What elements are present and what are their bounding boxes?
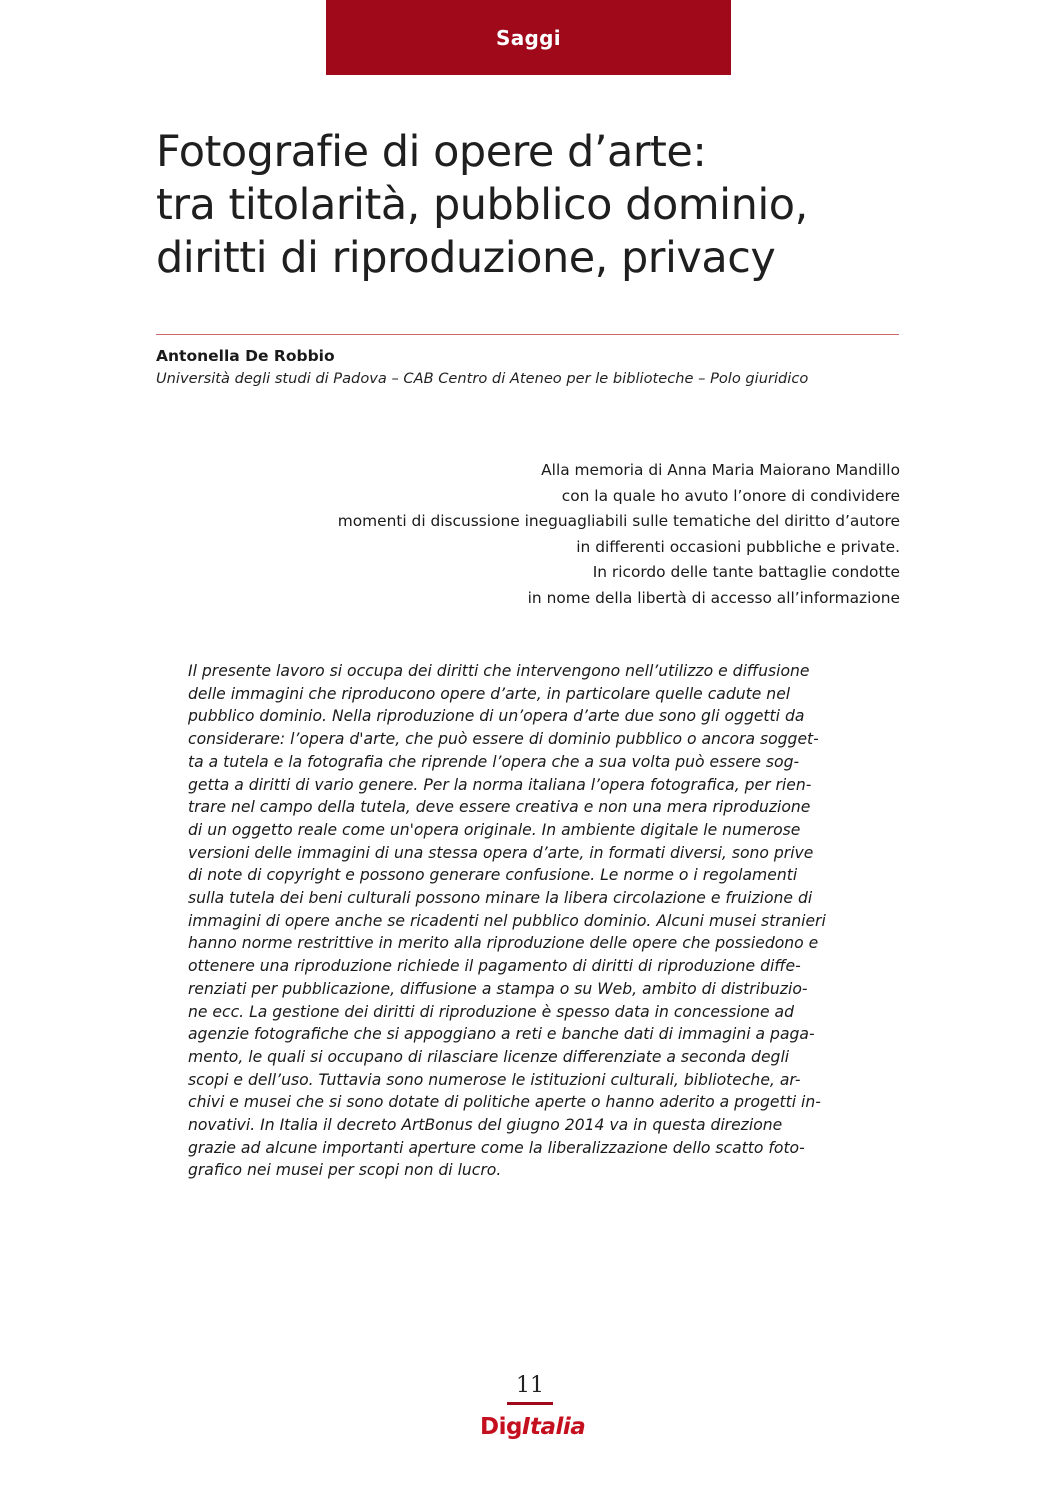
dedication-line: in differenti occasioni pubbliche e private. <box>576 537 900 556</box>
abstract-line: delle immagini che riproducono opere d’arte, in particolare quelle cadute nel <box>188 684 791 703</box>
abstract-line: trare nel campo della tutela, deve essere creativa e non una mera riproduzione <box>188 798 811 817</box>
dedication-line: con la quale ho avuto l’onore di condividere <box>561 486 900 505</box>
abstract-line: ottenere una riproduzione richiede il pagamento di diritti di riproduzione diffe- <box>188 957 801 976</box>
abstract-line: ne ecc. La gestione dei diritti di riproduzione è spesso data in concessione ad <box>188 1002 794 1021</box>
section-label: Saggi <box>496 25 561 50</box>
abstract-line: novativi. In Italia il decreto ArtBonus del giugno 2014 va in questa direzione <box>188 1116 783 1135</box>
abstract-line: Il presente lavoro si occupa dei diritti che intervengono nell’utilizzo e diffusione <box>188 662 810 680</box>
abstract-line: ta a tutela e la fotografia che riprende l’opera che a sua volta può essere sog- <box>188 752 800 771</box>
abstract <box>188 660 843 1182</box>
abstract-line: pubblico dominio. Nella riproduzione di un’opera d’arte due sono gli oggetti da <box>188 707 805 726</box>
abstract-line: mento, le quali si occupano di rilasciare licenze differenziate a seconda degli <box>188 1047 790 1066</box>
abstract-line: scopi e dell’uso. Tuttavia sono numerose le istituzioni culturali, biblioteche, ar- <box>188 1070 801 1089</box>
author-affiliation: Università degli studi di Padova – CAB Centro di Ateneo per le biblioteche – Polo giuridico <box>156 370 809 387</box>
abstract-line: di un oggetto reale come un'opera originale. In ambiente digitale le numerose <box>188 820 801 839</box>
abstract-line: versioni delle immagini di una stessa opera d’arte, in formati diversi, sono prive <box>188 843 814 862</box>
abstract-line: chivi e musei che si sono dotate di politiche aperte o hanno aderito a progetti in- <box>188 1093 821 1112</box>
abstract-line: hanno norme restrittive in merito alla riproduzione delle opere che possiedono e <box>188 934 819 953</box>
title-line: diritti di riproduzione, privacy <box>156 233 776 283</box>
abstract-line: grafico nei musei per scopi non di lucro. <box>188 1161 502 1180</box>
digitalia-logo <box>480 1414 585 1446</box>
title-line: tra titolarità, pubblico dominio, <box>156 180 808 230</box>
abstract-line: immagini di opere anche se ricadenti nel pubblico dominio. Alcuni musei stranieri <box>188 911 826 930</box>
page-number-underline <box>507 1402 553 1405</box>
abstract-line: getta a diritti di vario genere. Per la norma italiana l’opera fotografica, per rien- <box>188 775 812 794</box>
dedication <box>338 458 900 611</box>
dedication-line: In ricordo delle tante battaglie condotte <box>592 563 900 581</box>
abstract-line: di note di copyright e possono generare confusione. Le norme o i regolamenti <box>188 866 798 885</box>
page-number: 11 <box>516 1373 544 1398</box>
abstract-line: sulla tutela dei beni culturali possono minare la libera circolazione e fruizione di <box>188 889 813 908</box>
logo-text-dig: Dig <box>480 1414 522 1440</box>
section-tab <box>326 0 731 75</box>
abstract-line: considerare: l’opera d'arte, che può essere di dominio pubblico o ancora sogget- <box>188 730 819 749</box>
article-title <box>156 126 916 285</box>
dedication-line: momenti di discussione ineguagliabili sulle tematiche del diritto d’autore <box>337 512 900 530</box>
dedication-line: Alla memoria di Anna Maria Maiorano Mandillo <box>541 461 900 479</box>
title-line: Fotografie di opere d’arte: <box>156 127 707 177</box>
abstract-line: renziati per pubblicazione, diffusione a stampa o su Web, ambito di distribuzio- <box>188 979 808 998</box>
logo-text-italia: Italia <box>521 1414 586 1440</box>
dedication-line: in nome della libertà di accesso all’informazione <box>527 588 900 607</box>
title-divider <box>156 334 899 335</box>
abstract-line: grazie ad alcune importanti aperture come la liberalizzazione dello scatto foto- <box>188 1138 805 1157</box>
abstract-line: agenzie fotografiche che si appoggiano a reti e banche dati di immagini a paga- <box>188 1025 815 1044</box>
author-name: Antonella De Robbio <box>156 347 335 365</box>
